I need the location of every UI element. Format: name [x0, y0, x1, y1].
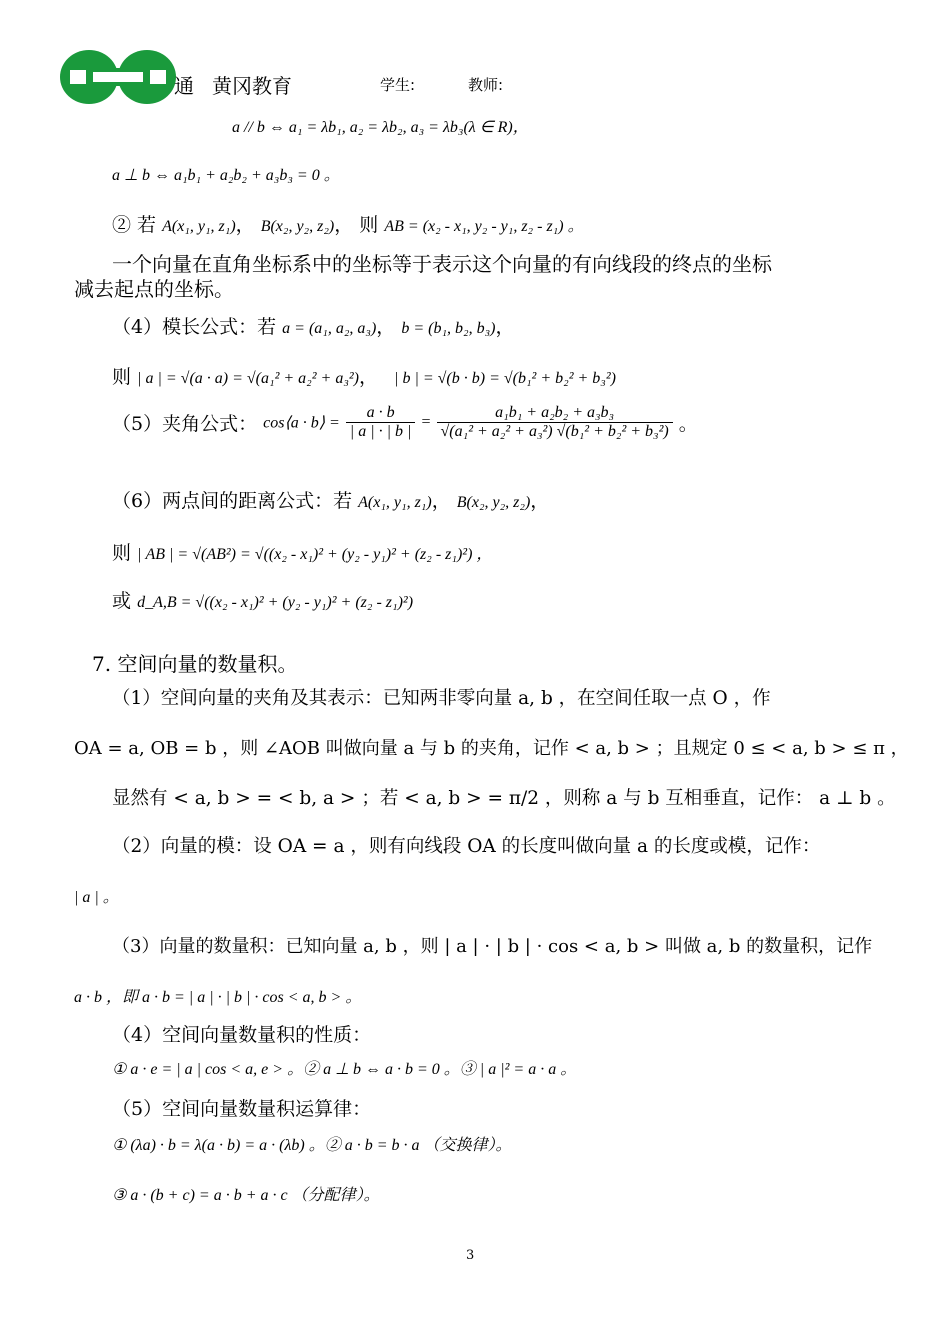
- s7-item2-line1: （2）向量的模：设 OA = a ，则有向线段 OA 的长度叫做向量 a 的长度或模，记作：: [112, 836, 821, 857]
- angle-fraction-2: $\frac{\text{a₁b₁ + a₂b₂ + a₃b₃}}{\text{√(a₁² + a₂² + a₃²) √(b₁² + b₂² + b₃²)}}$: [437, 404, 673, 441]
- s7-item4-formulas: ① a · e = | a | cos < a, e > 。② a ⊥ b ⇔ a · b = 0 。③ | a |² = a · a 。: [112, 1061, 577, 1078]
- teacher-label: 教师:: [468, 76, 504, 94]
- s7-item2-line2: | a | 。: [74, 889, 119, 906]
- s7-item5-formula-1: ① (λa) · b = λ(a · b) = a · (λb) 。② a · b = b · a （交换律）。: [112, 1137, 512, 1154]
- angle-fraction-1: $\frac{a \cdot b}{| a | \cdot | b |}$: [346, 404, 416, 441]
- angle-formula: （5）夹角公式： cos⟨a · b⟩ = $\frac{a \cdot b}{| a | \cdot | b |}$ = $\frac{\text{a₁b₁ + a₂b₂ + a₃b₃}}{\text{√(a₁² + a₂² + a₃²) √(b₁² + b₂² + b₃²)}}$ 。: [112, 404, 698, 440]
- s7-item1-line2: OA = a, OB = b ，则 ∠AOB 叫做向量 a 与 b 的夹角，记作 < a, b > ；且规定 0 ≤ < a, b > ≤ π ，: [74, 738, 909, 759]
- logo-icon: [60, 48, 176, 106]
- s7-item1-line1: （1）空间向量的夹角及其表示：已知两非零向量 a, b ，在空间任取一点 O ，作: [112, 688, 771, 709]
- parallel-condition: a // b ⇔ a₁ = λb₁, a₂ = λb₂, a₃ = λb₃(λ ∈ R)，: [232, 119, 529, 136]
- perpendicular-condition: a ⊥ b ⇔ a₁b₁ + a₂b₂ + a₃b₃ = 0 。: [112, 167, 340, 184]
- coord-paragraph-line1: 一个向量在直角坐标系中的坐标等于表示这个向量的有向线段的终点的坐标: [112, 252, 772, 276]
- org-name: 黄冈教育: [212, 74, 292, 98]
- distance-formula-1: 则 | AB | = √(AB²) = √((x₂ - x₁)² + (y₂ - y₁)² + (z₂ - z₁)²) ，: [112, 542, 493, 564]
- s7-item5-formula-2: ③ a · (b + c) = a · b + a · c （分配律）。: [112, 1187, 380, 1204]
- s7-item5-title: （5）空间向量数量积运算律：: [112, 1098, 372, 1120]
- s7-item3-line1: （3）向量的数量积：已知向量 a, b ，则 | a | · | b | · cos < a, b > 叫做 a, b 的数量积，记作: [112, 936, 873, 957]
- s7-item3-line2: a · b ，即 a · b = | a | · | b | · cos < a, b > 。: [74, 989, 362, 1006]
- s7-item1-line3: 显然有 < a, b > = < b, a > ；若 < a, b > = π/2 ，则称 a 与 b 互相垂直，记作： a ⊥ b 。: [112, 788, 896, 809]
- modulus-formula: 则 | a | = √(a · a) = √(a₁² + a₂² + a₃²)， | b | = √(b · b) = √(b₁² + b₂² + b₃²): [112, 366, 616, 388]
- item2-line: ② 若 A(x₁, y₁, z₁)， B(x₂, y₂, z₂)， 则 AB = (x₂ - x₁, y₂ - y₁, z₂ - z₁) 。: [112, 214, 584, 236]
- s7-item4-title: （4）空间向量数量积的性质：: [112, 1024, 372, 1046]
- student-label: 学生:: [380, 76, 416, 94]
- distance-title: （6）两点间的距离公式：若 A(x₁, y₁, z₁)， B(x₂, y₂, z₂)，: [112, 490, 550, 512]
- org-char: 通: [174, 74, 194, 98]
- page-number: 3: [466, 1248, 475, 1263]
- section-7-title: 7. 空间向量的数量积。: [92, 652, 298, 676]
- coord-paragraph-line2: 减去起点的坐标。: [74, 277, 234, 301]
- modulus-title: （4）模长公式：若 a = (a₁, a₂, a₃)， b = (b₁, b₂, b₃)，: [112, 316, 515, 338]
- distance-formula-2: 或 d_A,B = √((x₂ - x₁)² + (y₂ - y₁)² + (z₂ - z₁)²): [112, 590, 414, 612]
